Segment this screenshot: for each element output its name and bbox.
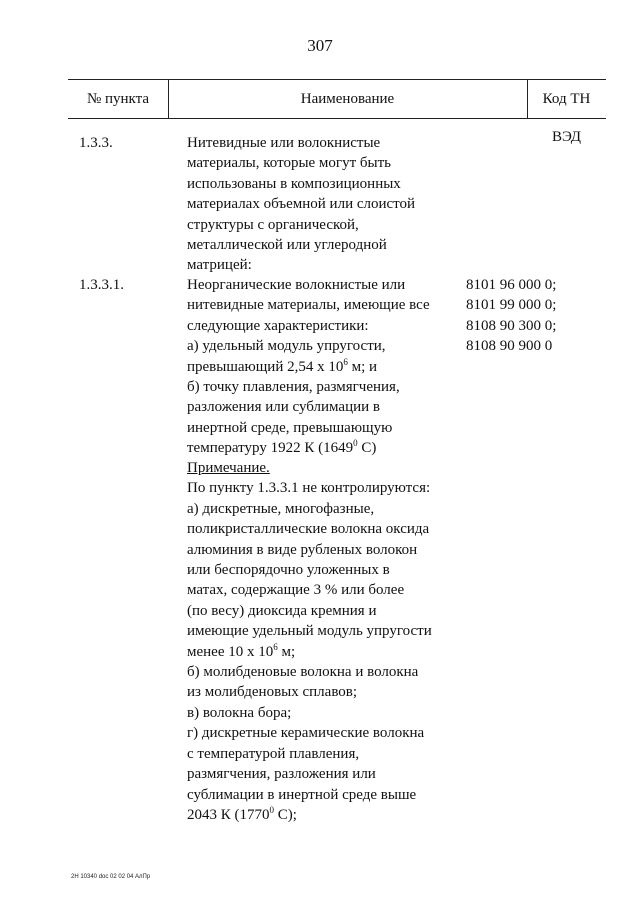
entry-codes [466,275,606,357]
text-fragment: 2043 К (1770 [187,806,270,823]
superscript: 0 [353,438,358,449]
column-header-number: № пункта [86,91,150,107]
text-line: из молибденовых сплавов; [187,684,358,701]
tn-ved-code: 8108 90 300 0; [466,317,557,334]
text-fragment: менее 10 x 10 [187,643,274,660]
text-fragment: температуру 1922 К (1649 [187,440,354,457]
text-line: разложения или сублимации в [187,399,381,416]
text-line: следующие характеристики: [187,317,369,334]
entry-number: 1.3.3.1. [79,277,124,293]
superscript: 6 [273,641,278,652]
column-header-name: Наименование [300,91,395,107]
text-line: Неорганические волокнистые или [187,277,406,293]
tn-ved-code: 8101 96 000 0; [466,277,557,293]
text-line [187,438,457,458]
text-line: Нитевидные или волокнистые [187,135,381,151]
text-fragment: м; и [347,358,378,375]
text-line: использованы в композиционных [187,175,401,192]
tn-ved-code: 8108 90 900 0 [466,338,553,355]
text-line: или беспорядочно уложенных в [187,562,390,579]
superscript: 0 [269,804,274,815]
text-fragment: С) [357,440,377,457]
text-line [187,357,457,377]
text-line: г) дискретные керамические волокна [187,725,425,742]
text-fragment: С); [274,806,297,823]
text-line [187,642,457,662]
text-line: структуры с органической, [187,216,359,233]
text-line: имеющие удельный модуль упругости [187,623,432,640]
text-line: размягчения, разложения или [187,766,376,783]
entry-name [187,133,457,276]
text-line: в) волокна бора; [187,704,292,721]
text-line: материалы, которые могут быть [187,155,391,172]
note-block [187,458,457,825]
text-line: сублимации в инертной среде выше [187,786,417,803]
tn-ved-code: 8101 99 000 0; [466,297,557,314]
text-fragment: превышающий 2,54 x 10 [187,358,344,375]
text-line: алюминия в виде рубленых волокон [187,541,418,558]
text-line: материалах объемной или слоистой [187,196,416,213]
text-line: б) точку плавления, размягчения, [187,379,400,396]
page-number: 307 [307,36,333,55]
text-line: с температурой плавления, [187,745,360,762]
footer-document-code: 2Н 10340 doc 02 02 04 АлПр [71,874,151,880]
text-line: инертной среде, превышающую [187,419,393,436]
text-line: По пункту 1.3.3.1 не контролируются: [187,480,431,497]
text-line: (по весу) диоксида кремния и [187,602,377,619]
entry-name [187,275,457,459]
superscript: 6 [343,356,348,367]
text-line: б) молибденовые волокна и волокна [187,664,419,681]
entry-number: 1.3.3. [79,135,113,151]
column-header-code: Код ТН ВЭД [542,91,591,145]
text-fragment: м; [277,643,296,660]
text-line: а) дискретные, многофазные, [187,500,375,517]
text-line: поликристаллические волокна оксида [187,521,430,538]
text-line: а) удельный модуль упругости, [187,338,386,355]
text-line: нитевидные материалы, имеющие все [187,297,430,314]
note-title: Примечание. [187,460,270,476]
text-line: матах, содержащие 3 % или более [187,582,405,599]
text-line: матрицей: [187,257,252,274]
text-line [187,805,457,825]
text-line: металлической или углеродной [187,237,387,254]
